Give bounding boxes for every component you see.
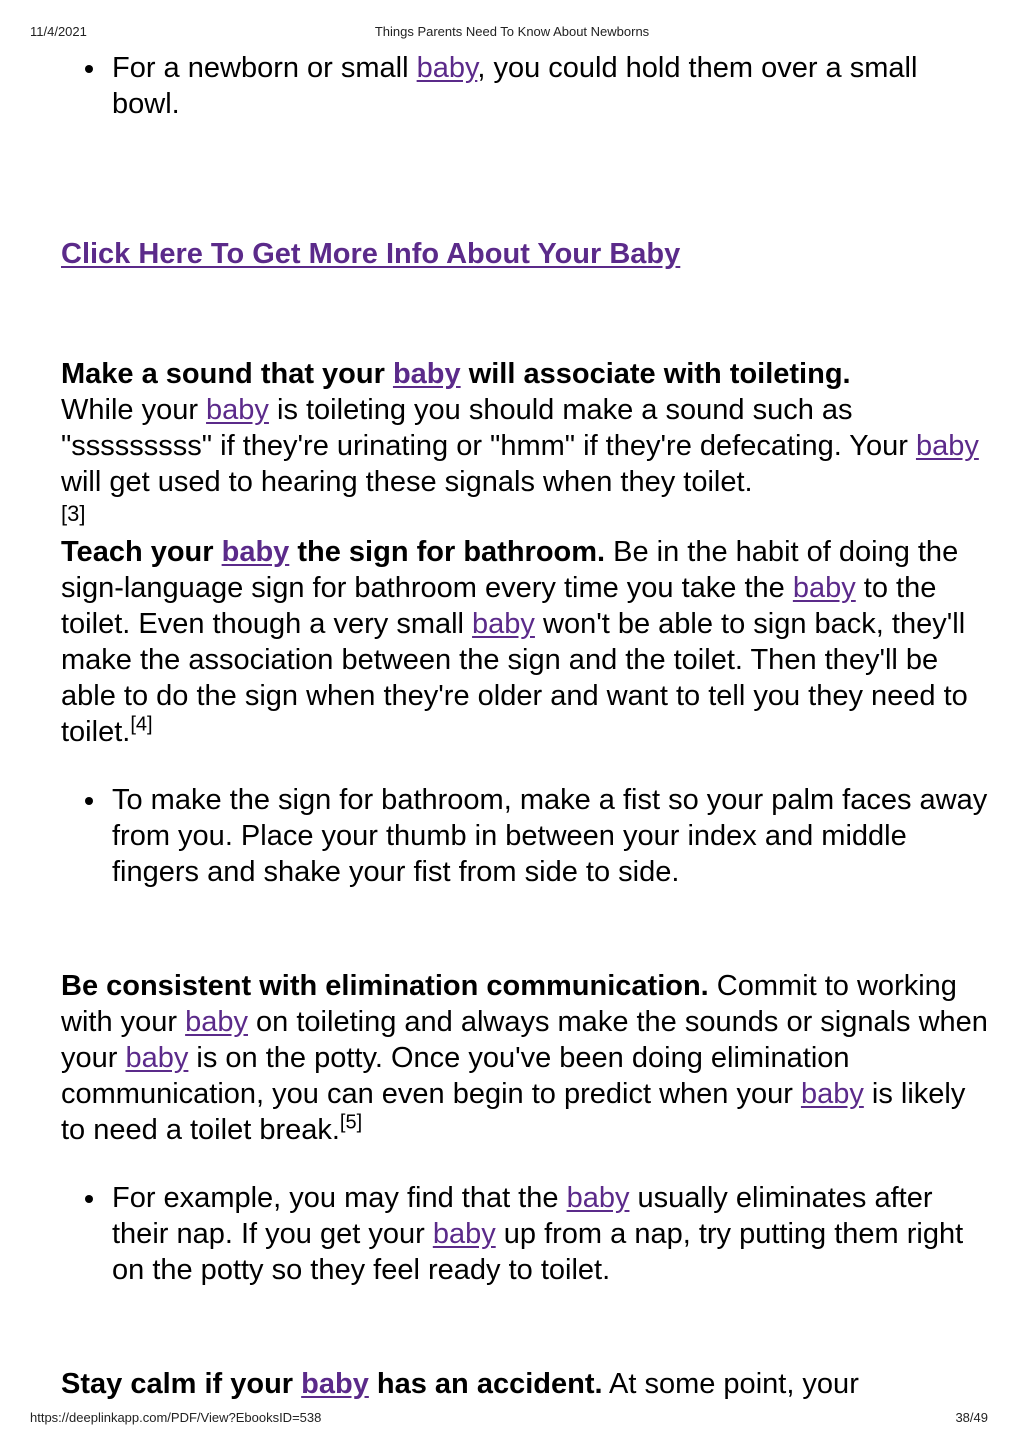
reference-marker: [4] [130, 713, 153, 736]
baby-link[interactable]: baby [792, 572, 856, 604]
baby-link[interactable]: baby [566, 1182, 630, 1214]
bullet-list-example [61, 1180, 991, 1288]
baby-link[interactable]: baby [221, 536, 290, 568]
list-item: To make the sign for bathroom, make a fist so your palm faces away from you. Place your thumb in between your index and middle fingers and shake your fist from side to side. [112, 782, 991, 890]
baby-link[interactable]: baby [432, 1218, 496, 1250]
page-content [61, 50, 991, 1402]
paragraph-sign: Teach your baby the sign for bathroom. Be in the habit of doing the sign-language sign for bathroom every time you take the baby to the toilet. Even though a very small baby won't be able to sign back, they'll make the association between the sign and the toilet. Then they'll be able to do the sign when they're older and want to tell you they need to toilet.[4] [61, 536, 968, 748]
list-item: For a newborn or small baby, you could hold them over a small bowl. [112, 50, 991, 122]
page-number: 38/49 [955, 1410, 988, 1425]
baby-link[interactable]: baby [800, 1078, 864, 1110]
baby-link[interactable]: baby [392, 358, 461, 390]
bullet-list-newborn [61, 50, 991, 122]
more-info-link[interactable]: Click Here To Get More Info About Your Baby [61, 238, 681, 270]
baby-link[interactable]: baby [472, 608, 535, 640]
reference-marker: [3] [61, 501, 86, 526]
baby-link[interactable]: baby [416, 52, 478, 84]
print-date: 11/4/2021 [30, 24, 87, 39]
baby-link[interactable]: baby [915, 430, 979, 462]
baby-link[interactable]: baby [125, 1042, 189, 1074]
paragraph-consistent: Be consistent with elimination communication. Commit to working with your baby on toileting and always make the sounds or signals when your baby is on the potty. Once you've been doing elimination communication, you can even begin to predict when your baby is likely to need a toilet break.[5] [61, 970, 988, 1146]
baby-link[interactable]: baby [206, 394, 269, 426]
list-item: For example, you may find that the baby usually eliminates after their nap. If you get your baby up from a nap, try putting them right on the potty so they feel ready to toilet. [112, 1180, 991, 1288]
page-url: https://deeplinkapp.com/PDF/View?EbooksID=538 [30, 1410, 322, 1425]
paragraph-sound: Make a sound that your baby will associate with toileting. While your baby is toileting you should make a sound such as "sssssssss" if they're urinating or "hmm" if they're defecating. Your baby will get used to hearing these signals when they toilet. [3] [61, 356, 991, 528]
baby-link[interactable]: baby [185, 1006, 248, 1038]
document-title: Things Parents Need To Know About Newborns [374, 24, 650, 39]
baby-link[interactable]: baby [301, 1368, 369, 1400]
reference-marker: [5] [339, 1111, 363, 1134]
bullet-list-sign [61, 782, 991, 890]
paragraph-accident: Stay calm if your baby has an accident. At some point, your [61, 1368, 859, 1400]
